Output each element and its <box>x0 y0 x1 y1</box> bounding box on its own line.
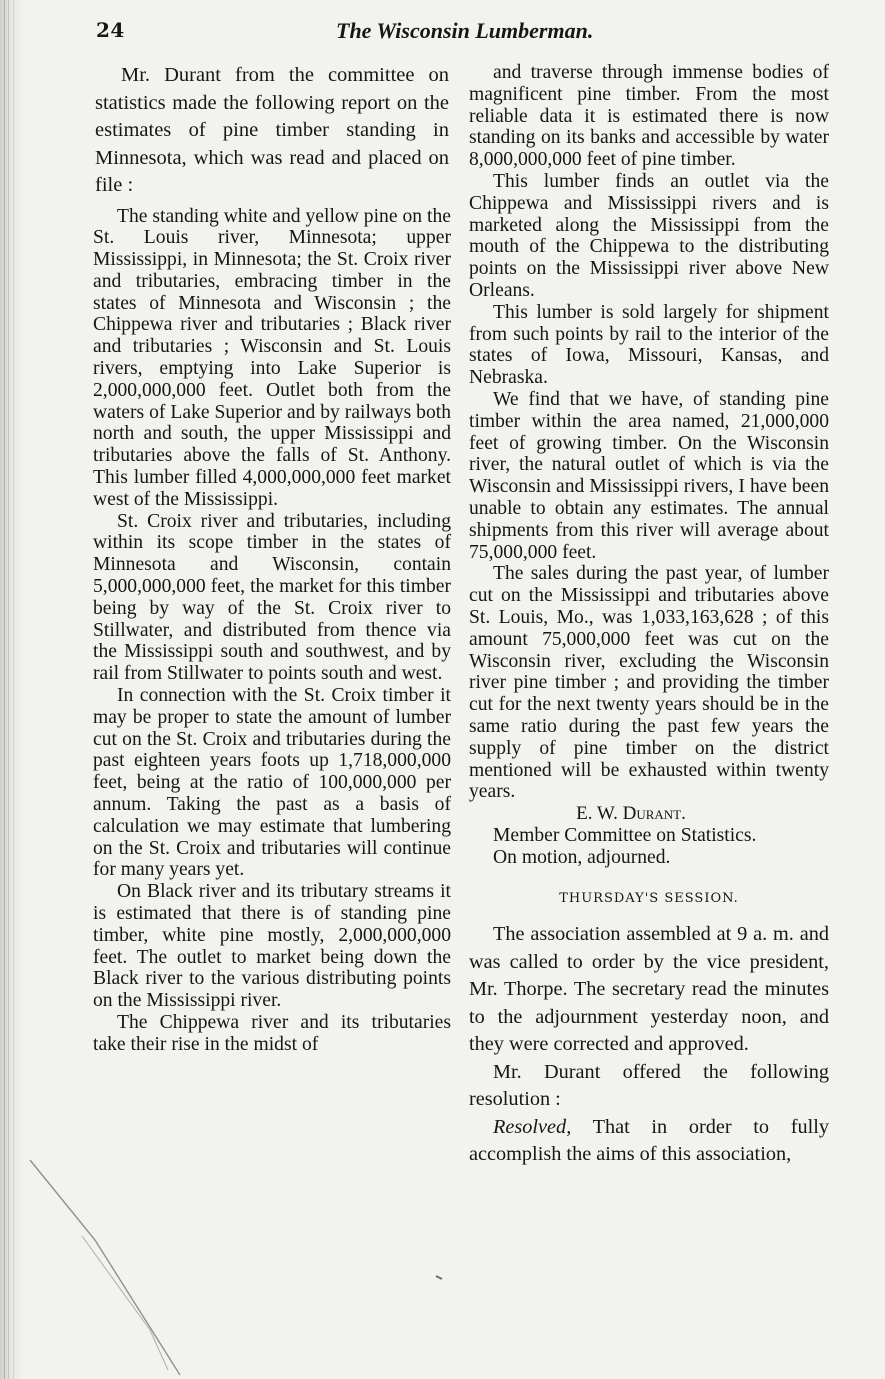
report-paragraph: On Black river and its tributary streams it is estimated that there is of standing pine timber, white pine mostly, 2,000,000,000 feet. The outlet to market being down the Black river to the various distributing points on the Mississippi river. <box>93 881 451 1012</box>
report-intro-paragraph: Mr. Durant from the committee on statistics made the following report on the estimates of pine timber standing in Minnesota, which was read and placed on file : <box>95 64 449 196</box>
session-heading: THURSDAY'S SESSION. <box>559 891 739 907</box>
scan-artifact-line <box>30 1160 180 1375</box>
report-paragraph: We find that we have, of standing pine timber within the area named, 21,000,000 feet of growing timber. On the Wisconsin river, the natural outlet of which is via the Wisconsin and Mississippi rivers, I have been unable to obtain any estimates. The annual shipments from this river will average about 75,000,000 feet. <box>469 388 829 563</box>
motion-line: On motion, adjourned. <box>493 846 671 868</box>
signature-title: Member Committee on Statistics. <box>493 824 757 846</box>
report-paragraph: This lumber is sold largely for shipment from such points by rail to the interior of the states of Iowa, Missouri, Kansas, and Nebraska. <box>469 301 829 389</box>
report-paragraph: In connection with the St. Croix timber it may be proper to state the amount of lumber cut on the St. Croix and tributaries during the past eighteen years foots up 1,718,000,000 feet, being at the ratio of 100,000,000 per annum. Taking the past as a basis of calculation we may estimate that lumbering on the St. Croix and tributaries will continue for many years yet. <box>93 685 451 881</box>
left-column <box>93 62 451 1056</box>
signature-surname: Durant. <box>622 803 686 825</box>
scan-artifact-line <box>82 1236 168 1370</box>
report-paragraph: The sales during the past year, of lumber cut on the Mississippi and tributaries above St. Louis, Mo., was 1,033,163,628 ; of this amount 75,000,000 feet was cut on the Wisconsin river, excluding the Wisconsin river pine timber ; and providing the timber cut for the next twenty years should be in the same ratio during the past few years the supply of pine timber on the district mentioned will be exhausted within twenty years. <box>469 563 829 803</box>
signature-initials: E. W. <box>576 803 618 825</box>
session-paragraph: The association assembled at 9 a. m. and was called to order by the vice president, Mr. Thorpe. The secretary read the minutes to the adjournment yesterday noon, and they were corrected and approved. <box>469 923 829 1056</box>
gutter-line <box>8 0 9 1379</box>
page-header <box>0 18 885 48</box>
report-paragraph: and traverse through immense bodies of magnificent pine timber. From the most reliable data it is estimated there is now standing on its banks and accessible by water 8,000,000,000 feet of pine timber. <box>469 62 829 171</box>
gutter-line <box>13 0 14 1379</box>
right-column <box>469 62 829 1169</box>
report-paragraph: St. Croix river and tributaries, including within its scope timber in the states of Minnesota and Wisconsin, contain 5,000,000,000 feet, the market for this timber being by way of the St. Croix river to Stillwater, and distributed from thence via the Mississippi south and southwest, and by rail from Stillwater to points south and west. <box>93 510 451 685</box>
session-paragraph: Mr. Durant offered the following resolution : <box>469 1060 829 1111</box>
resolved-label: Resolved, <box>493 1115 572 1138</box>
signature <box>469 803 829 825</box>
scan-artifact-line <box>436 1276 442 1279</box>
running-title: The Wisconsin Lumberman. <box>336 18 594 43</box>
gutter-line <box>4 0 5 1379</box>
report-paragraph: The standing white and yellow pine on the St. Louis river, Minnesota; upper Mississippi, in Minnesota; the St. Croix river and tributaries, embracing timber in the states of Minnesota and Wisconsin ; the Chippewa river and tributaries ; Black river and tributaries ; Wisconsin and St. Louis rivers, emptying into Lake Superior is 2,000,000,000 feet. Outlet both from the waters of Lake Superior and by railways both north and south, the upper Mississippi and tributaries above the falls of St. Anthony. This lumber filled 4,000,000,000 feet market west of the Mississippi. <box>93 205 451 510</box>
page-number: 24 <box>96 18 125 42</box>
resolved-text: That in order to fully accomplish the aims of this association, <box>469 1115 829 1166</box>
report-paragraph: The Chippewa river and its tributaries take their rise in the midst of <box>93 1011 451 1055</box>
resolution-paragraph <box>469 1114 829 1169</box>
report-paragraph: This lumber finds an outlet via the Chippewa and Mississippi rivers and is marketed along the Mississippi from the mouth of the Chippewa to the distributing points on the Mississippi river above New Orleans. <box>469 170 829 301</box>
binding-gutter <box>0 0 24 1379</box>
